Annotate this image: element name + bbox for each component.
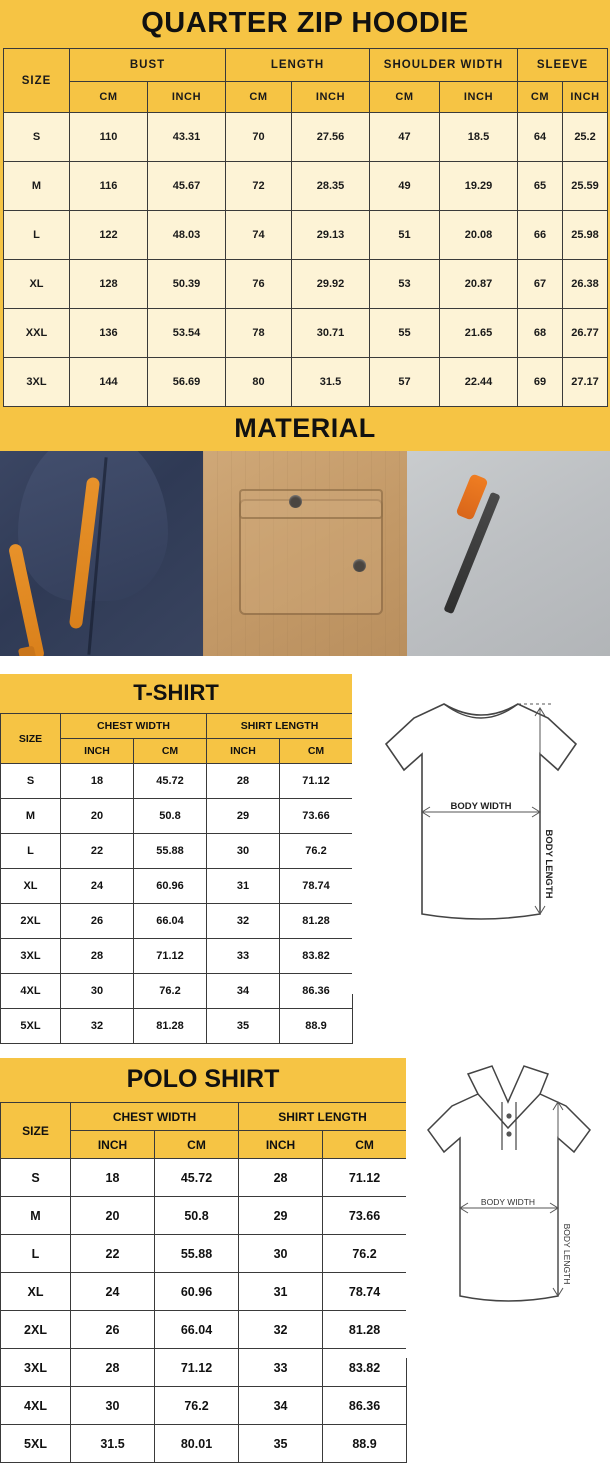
section-divider bbox=[0, 1044, 610, 1058]
polo-col-chest-width: CHEST WIDTH bbox=[71, 1103, 239, 1131]
hoodie-sub-shoulder-cm: CM bbox=[370, 82, 440, 113]
tshirt-cell-chest-inch: 32 bbox=[61, 1009, 134, 1044]
tshirt-cell-length-cm: 73.66 bbox=[280, 799, 353, 834]
polo-body-length-label: BODY LENGTH bbox=[562, 1223, 572, 1285]
polo-cell-size: S bbox=[1, 1159, 71, 1197]
tshirt-cell-chest-cm: 71.12 bbox=[134, 939, 207, 974]
polo-cell-chest-cm: 60.96 bbox=[155, 1273, 239, 1311]
tshirt-cell-length-inch: 29 bbox=[207, 799, 280, 834]
hoodie-sub-sleeve-cm: CM bbox=[518, 82, 563, 113]
hoodie-col-sleeve: SLEEVE bbox=[518, 49, 608, 82]
tshirt-cell-length-inch: 31 bbox=[207, 869, 280, 904]
navy-hoodie-drawcord-photo bbox=[0, 451, 203, 656]
material-photo-strip bbox=[0, 451, 610, 656]
hoodie-cell-sleeve-cm: 64 bbox=[518, 113, 563, 162]
hoodie-cell-length-cm: 70 bbox=[226, 113, 292, 162]
tshirt-cell-length-inch: 35 bbox=[207, 1009, 280, 1044]
table-row bbox=[1, 1311, 407, 1349]
hoodie-sub-length-cm: CM bbox=[226, 82, 292, 113]
polo-cell-size: L bbox=[1, 1235, 71, 1273]
polo-cell-length-inch: 35 bbox=[239, 1425, 323, 1463]
hoodie-cell-bust-inch: 48.03 bbox=[148, 211, 226, 260]
tshirt-cell-chest-inch: 24 bbox=[61, 869, 134, 904]
hoodie-cell-length-inch: 28.35 bbox=[292, 162, 370, 211]
table-row bbox=[4, 113, 608, 162]
polo-sub-length-cm: CM bbox=[323, 1131, 407, 1159]
polo-cell-length-inch: 33 bbox=[239, 1349, 323, 1387]
hoodie-cell-bust-cm: 136 bbox=[70, 309, 148, 358]
section-divider bbox=[0, 656, 610, 674]
hoodie-sub-length-inch: INCH bbox=[292, 82, 370, 113]
table-row bbox=[4, 211, 608, 260]
tshirt-cell-size: L bbox=[1, 834, 61, 869]
tshirt-sub-length-inch: INCH bbox=[207, 739, 280, 764]
table-row bbox=[1, 974, 353, 1009]
hoodie-cell-shoulder-inch: 20.08 bbox=[440, 211, 518, 260]
tshirt-cell-chest-cm: 45.72 bbox=[134, 764, 207, 799]
tshirt-cell-chest-inch: 30 bbox=[61, 974, 134, 1009]
hoodie-cell-shoulder-inch: 20.87 bbox=[440, 260, 518, 309]
tshirt-cell-chest-cm: 81.28 bbox=[134, 1009, 207, 1044]
polo-cell-size: 2XL bbox=[1, 1311, 71, 1349]
table-row bbox=[1, 1235, 407, 1273]
table-row bbox=[1, 1197, 407, 1235]
tshirt-header-row bbox=[1, 714, 353, 739]
tshirt-cell-length-cm: 78.74 bbox=[280, 869, 353, 904]
tshirt-cell-length-inch: 28 bbox=[207, 764, 280, 799]
tshirt-body-length-label: BODY LENGTH bbox=[543, 829, 554, 899]
hoodie-subheader-row bbox=[4, 82, 608, 113]
hoodie-cell-shoulder-cm: 55 bbox=[370, 309, 440, 358]
polo-header-row bbox=[1, 1103, 407, 1131]
hoodie-sub-sleeve-inch: INCH bbox=[563, 82, 608, 113]
polo-cell-length-inch: 34 bbox=[239, 1387, 323, 1425]
hoodie-cell-length-cm: 80 bbox=[226, 358, 292, 407]
hoodie-cell-shoulder-cm: 57 bbox=[370, 358, 440, 407]
hoodie-cell-shoulder-inch: 18.5 bbox=[440, 113, 518, 162]
hoodie-cell-bust-inch: 56.69 bbox=[148, 358, 226, 407]
polo-cell-chest-inch: 26 bbox=[71, 1311, 155, 1349]
tshirt-cell-length-cm: 71.12 bbox=[280, 764, 353, 799]
polo-cell-length-inch: 32 bbox=[239, 1311, 323, 1349]
tshirt-cell-chest-inch: 20 bbox=[61, 799, 134, 834]
tshirt-cell-size: 4XL bbox=[1, 974, 61, 1009]
tshirt-cell-chest-cm: 76.2 bbox=[134, 974, 207, 1009]
polo-cell-chest-inch: 20 bbox=[71, 1197, 155, 1235]
table-row bbox=[1, 1425, 407, 1463]
hoodie-cell-shoulder-cm: 51 bbox=[370, 211, 440, 260]
tshirt-cell-chest-inch: 18 bbox=[61, 764, 134, 799]
polo-cell-length-cm: 76.2 bbox=[323, 1235, 407, 1273]
hoodie-sub-bust-cm: CM bbox=[70, 82, 148, 113]
polo-cell-chest-inch: 28 bbox=[71, 1349, 155, 1387]
table-row bbox=[4, 260, 608, 309]
grey-zipper-pull-photo bbox=[407, 451, 610, 656]
tshirt-cell-chest-cm: 60.96 bbox=[134, 869, 207, 904]
tshirt-cell-chest-inch: 22 bbox=[61, 834, 134, 869]
tshirt-cell-size: S bbox=[1, 764, 61, 799]
table-row bbox=[1, 1387, 407, 1425]
tshirt-cell-chest-cm: 55.88 bbox=[134, 834, 207, 869]
polo-table-panel bbox=[0, 1058, 406, 1463]
hoodie-cell-sleeve-inch: 27.17 bbox=[563, 358, 608, 407]
polo-cell-chest-cm: 45.72 bbox=[155, 1159, 239, 1197]
hoodie-cell-bust-cm: 128 bbox=[70, 260, 148, 309]
polo-cell-length-inch: 30 bbox=[239, 1235, 323, 1273]
table-row bbox=[1, 799, 353, 834]
table-row bbox=[4, 309, 608, 358]
tshirt-col-chest-width: CHEST WIDTH bbox=[61, 714, 207, 739]
polo-cell-chest-cm: 50.8 bbox=[155, 1197, 239, 1235]
polo-col-size: SIZE bbox=[1, 1103, 71, 1159]
tshirt-cell-size: XL bbox=[1, 869, 61, 904]
material-title: MATERIAL bbox=[0, 407, 610, 451]
tshirt-cell-length-cm: 81.28 bbox=[280, 904, 353, 939]
polo-cell-chest-cm: 66.04 bbox=[155, 1311, 239, 1349]
hoodie-cell-size: 3XL bbox=[4, 358, 70, 407]
polo-cell-chest-inch: 31.5 bbox=[71, 1425, 155, 1463]
tshirt-title: T-SHIRT bbox=[133, 680, 219, 705]
polo-cell-chest-inch: 30 bbox=[71, 1387, 155, 1425]
hoodie-cell-sleeve-inch: 25.2 bbox=[563, 113, 608, 162]
table-row bbox=[1, 1009, 353, 1044]
tshirt-table-panel bbox=[0, 674, 352, 1044]
polo-cell-chest-cm: 80.01 bbox=[155, 1425, 239, 1463]
polo-title: POLO SHIRT bbox=[126, 1065, 280, 1093]
hoodie-cell-length-cm: 72 bbox=[226, 162, 292, 211]
tshirt-cell-length-cm: 86.36 bbox=[280, 974, 353, 1009]
hoodie-cell-sleeve-cm: 66 bbox=[518, 211, 563, 260]
table-row bbox=[1, 1273, 407, 1311]
tshirt-cell-chest-cm: 50.8 bbox=[134, 799, 207, 834]
hoodie-cell-shoulder-cm: 49 bbox=[370, 162, 440, 211]
polo-sub-chest-cm: CM bbox=[155, 1131, 239, 1159]
polo-diagram-panel bbox=[406, 1058, 610, 1358]
hoodie-cell-sleeve-cm: 67 bbox=[518, 260, 563, 309]
tshirt-sub-length-cm: CM bbox=[280, 739, 353, 764]
hoodie-cell-shoulder-cm: 47 bbox=[370, 113, 440, 162]
hoodie-title: QUARTER ZIP HOODIE bbox=[141, 7, 469, 39]
hoodie-cell-bust-cm: 122 bbox=[70, 211, 148, 260]
hoodie-cell-sleeve-inch: 25.59 bbox=[563, 162, 608, 211]
polo-cell-size: XL bbox=[1, 1273, 71, 1311]
tshirt-size-table bbox=[0, 713, 353, 1044]
polo-cell-length-cm: 78.74 bbox=[323, 1273, 407, 1311]
tshirt-section bbox=[0, 674, 610, 1044]
polo-cell-chest-cm: 71.12 bbox=[155, 1349, 239, 1387]
polo-measurement-diagram bbox=[408, 1058, 608, 1348]
tshirt-cell-chest-inch: 26 bbox=[61, 904, 134, 939]
hoodie-cell-bust-inch: 50.39 bbox=[148, 260, 226, 309]
hoodie-cell-size: L bbox=[4, 211, 70, 260]
hoodie-sub-bust-inch: INCH bbox=[148, 82, 226, 113]
tshirt-cell-length-cm: 83.82 bbox=[280, 939, 353, 974]
tshirt-body-width-label: BODY WIDTH bbox=[450, 801, 512, 812]
polo-cell-length-cm: 88.9 bbox=[323, 1425, 407, 1463]
polo-cell-length-cm: 86.36 bbox=[323, 1387, 407, 1425]
tshirt-sub-chest-inch: INCH bbox=[61, 739, 134, 764]
hoodie-header-row bbox=[4, 49, 608, 82]
tshirt-cell-length-cm: 88.9 bbox=[280, 1009, 353, 1044]
polo-cell-chest-cm: 55.88 bbox=[155, 1235, 239, 1273]
tshirt-cell-size: 5XL bbox=[1, 1009, 61, 1044]
hoodie-cell-sleeve-inch: 25.98 bbox=[563, 211, 608, 260]
hoodie-cell-sleeve-cm: 65 bbox=[518, 162, 563, 211]
polo-body-width-label: BODY WIDTH bbox=[480, 1197, 536, 1207]
tshirt-cell-size: M bbox=[1, 799, 61, 834]
hoodie-cell-shoulder-inch: 21.65 bbox=[440, 309, 518, 358]
tshirt-measurement-diagram bbox=[356, 674, 606, 974]
hoodie-col-length: LENGTH bbox=[226, 49, 370, 82]
table-row bbox=[1, 869, 353, 904]
tshirt-col-size: SIZE bbox=[1, 714, 61, 764]
hoodie-cell-length-cm: 76 bbox=[226, 260, 292, 309]
hoodie-cell-sleeve-inch: 26.77 bbox=[563, 309, 608, 358]
tshirt-cell-length-inch: 30 bbox=[207, 834, 280, 869]
table-row bbox=[1, 939, 353, 974]
hoodie-cell-shoulder-inch: 22.44 bbox=[440, 358, 518, 407]
hoodie-cell-bust-cm: 110 bbox=[70, 113, 148, 162]
hoodie-cell-length-inch: 29.13 bbox=[292, 211, 370, 260]
polo-cell-length-inch: 28 bbox=[239, 1159, 323, 1197]
polo-cell-length-cm: 71.12 bbox=[323, 1159, 407, 1197]
table-row bbox=[1, 834, 353, 869]
table-row bbox=[1, 764, 353, 799]
hoodie-cell-bust-inch: 53.54 bbox=[148, 309, 226, 358]
hoodie-cell-size: M bbox=[4, 162, 70, 211]
hoodie-section bbox=[0, 0, 610, 656]
hoodie-cell-length-cm: 78 bbox=[226, 309, 292, 358]
hoodie-col-bust: BUST bbox=[70, 49, 226, 82]
polo-cell-size: M bbox=[1, 1197, 71, 1235]
hoodie-cell-bust-inch: 45.67 bbox=[148, 162, 226, 211]
tshirt-cell-chest-inch: 28 bbox=[61, 939, 134, 974]
hoodie-cell-size: S bbox=[4, 113, 70, 162]
hoodie-cell-size: XXL bbox=[4, 309, 70, 358]
polo-cell-size: 3XL bbox=[1, 1349, 71, 1387]
hoodie-cell-sleeve-cm: 68 bbox=[518, 309, 563, 358]
hoodie-cell-bust-cm: 144 bbox=[70, 358, 148, 407]
polo-cell-length-inch: 29 bbox=[239, 1197, 323, 1235]
polo-cell-length-inch: 31 bbox=[239, 1273, 323, 1311]
polo-cell-size: 5XL bbox=[1, 1425, 71, 1463]
polo-sub-chest-inch: INCH bbox=[71, 1131, 155, 1159]
table-row bbox=[1, 904, 353, 939]
hoodie-cell-length-cm: 74 bbox=[226, 211, 292, 260]
hoodie-cell-bust-cm: 116 bbox=[70, 162, 148, 211]
polo-cell-length-cm: 83.82 bbox=[323, 1349, 407, 1387]
hoodie-col-size: SIZE bbox=[4, 49, 70, 113]
polo-col-shirt-length: SHIRT LENGTH bbox=[239, 1103, 407, 1131]
polo-cell-chest-inch: 22 bbox=[71, 1235, 155, 1273]
polo-cell-chest-inch: 18 bbox=[71, 1159, 155, 1197]
hoodie-cell-size: XL bbox=[4, 260, 70, 309]
hoodie-sub-shoulder-inch: INCH bbox=[440, 82, 518, 113]
hoodie-cell-shoulder-inch: 19.29 bbox=[440, 162, 518, 211]
hoodie-size-table bbox=[3, 48, 608, 407]
khaki-sleeve-pocket-photo bbox=[203, 451, 406, 656]
hoodie-cell-shoulder-cm: 53 bbox=[370, 260, 440, 309]
polo-cell-chest-inch: 24 bbox=[71, 1273, 155, 1311]
polo-section bbox=[0, 1058, 610, 1463]
tshirt-cell-length-inch: 34 bbox=[207, 974, 280, 1009]
tshirt-cell-size: 3XL bbox=[1, 939, 61, 974]
tshirt-cell-length-inch: 33 bbox=[207, 939, 280, 974]
polo-cell-length-cm: 81.28 bbox=[323, 1311, 407, 1349]
polo-cell-size: 4XL bbox=[1, 1387, 71, 1425]
tshirt-cell-length-cm: 76.2 bbox=[280, 834, 353, 869]
hoodie-cell-length-inch: 27.56 bbox=[292, 113, 370, 162]
polo-cell-chest-cm: 76.2 bbox=[155, 1387, 239, 1425]
hoodie-cell-length-inch: 29.92 bbox=[292, 260, 370, 309]
table-row bbox=[4, 162, 608, 211]
tshirt-sub-chest-cm: CM bbox=[134, 739, 207, 764]
tshirt-cell-length-inch: 32 bbox=[207, 904, 280, 939]
hoodie-cell-bust-inch: 43.31 bbox=[148, 113, 226, 162]
hoodie-cell-sleeve-cm: 69 bbox=[518, 358, 563, 407]
table-row bbox=[1, 1159, 407, 1197]
polo-sub-length-inch: INCH bbox=[239, 1131, 323, 1159]
hoodie-cell-length-inch: 31.5 bbox=[292, 358, 370, 407]
table-row bbox=[4, 358, 608, 407]
hoodie-cell-length-inch: 30.71 bbox=[292, 309, 370, 358]
tshirt-col-shirt-length: SHIRT LENGTH bbox=[207, 714, 353, 739]
hoodie-col-shoulder-width: SHOULDER WIDTH bbox=[370, 49, 518, 82]
tshirt-diagram-panel bbox=[352, 674, 610, 994]
tshirt-cell-size: 2XL bbox=[1, 904, 61, 939]
hoodie-cell-sleeve-inch: 26.38 bbox=[563, 260, 608, 309]
tshirt-cell-chest-cm: 66.04 bbox=[134, 904, 207, 939]
polo-size-table bbox=[0, 1102, 407, 1463]
polo-cell-length-cm: 73.66 bbox=[323, 1197, 407, 1235]
table-row bbox=[1, 1349, 407, 1387]
